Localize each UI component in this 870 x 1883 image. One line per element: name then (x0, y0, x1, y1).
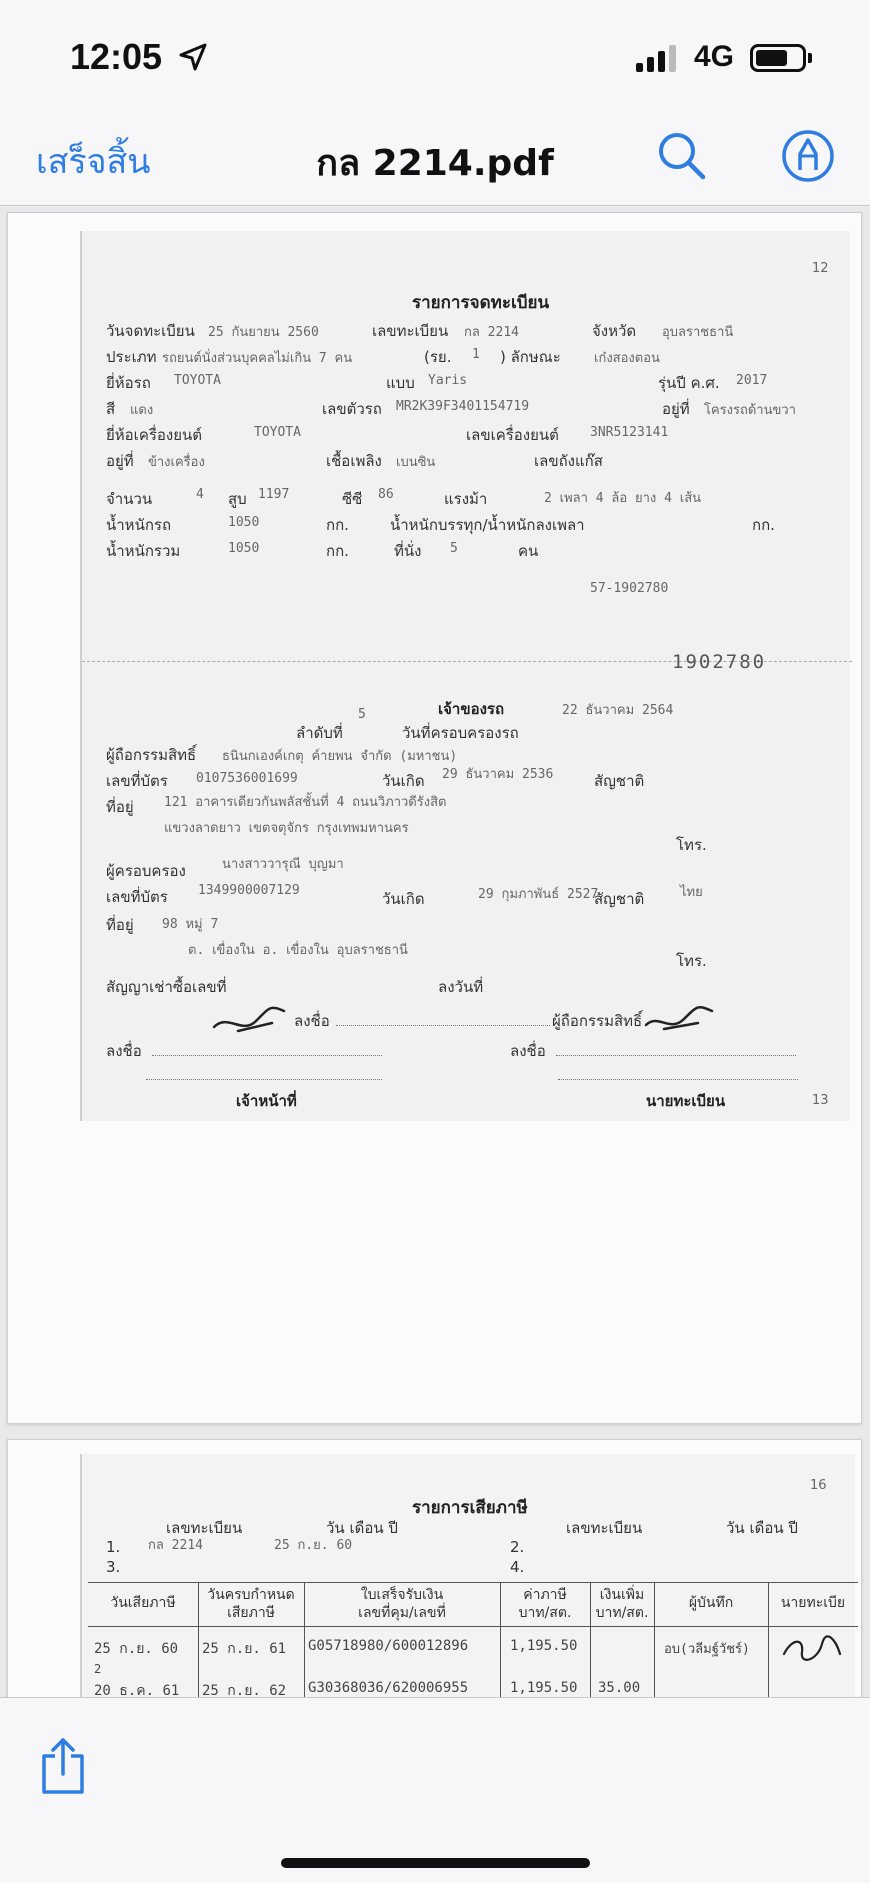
year-label: รุ่นปี ค.ศ. (658, 374, 720, 392)
owner-heading: เจ้าของรถ (438, 700, 505, 718)
possessor-name: นางสาววารุณี บุญมา (222, 857, 344, 872)
holder-birth-label: วันเกิด (382, 772, 425, 790)
model-label: แบบ (386, 374, 415, 392)
tax-header-due-date: วันครบกำหนด เสียภาษี (207, 1587, 295, 1621)
engine-cc: 1197 (258, 487, 290, 502)
possessor-nation-label: สัญชาติ (594, 890, 645, 908)
tax-row-2-paid: 20 ธ.ค. 61 (94, 1683, 180, 1697)
scanned-tax-page (80, 1454, 855, 1697)
holder-signature (640, 997, 722, 1041)
horsepower: 86 (378, 487, 394, 502)
possessor-id: 1349900007129 (198, 883, 300, 898)
tax-row-1-recorder: อบ(วลีมฐ์วัชร์) (664, 1642, 750, 1657)
markup-icon[interactable] (778, 126, 838, 190)
official-name-line (146, 1079, 382, 1080)
engine-pos: ข้างเครื่อง (148, 455, 205, 470)
type-label: ประเภท (106, 348, 157, 366)
possess-date-label: วันที่ครอบครองรถ (402, 724, 519, 742)
possessor-nation: ไทย (680, 885, 703, 900)
battery-tip (808, 53, 812, 63)
possessor-address-1: 98 หมู่ 7 (162, 917, 219, 932)
brand-label: ยี่ห้อรถ (106, 374, 151, 392)
possessor-birth: 29 กุมภาพันธ์ 2527 (478, 887, 599, 902)
engine-brand-label: ยี่ห้อเครื่องยนต์ (106, 426, 203, 444)
holder-birth: 29 ธันวาคม 2536 (442, 767, 554, 782)
province: อุบลราชธานี (662, 325, 734, 340)
reg-no: กล 2214 (464, 325, 519, 340)
char-label: ) ลักษณะ (500, 348, 561, 366)
holder-sign-label-left: ลงชื่อ (294, 1012, 330, 1030)
seq-label: ลำดับที่ (296, 724, 343, 742)
share-icon[interactable] (40, 1736, 86, 1800)
brand: TOYOTA (174, 373, 221, 388)
total-weight: 1050 (228, 541, 260, 556)
pdf-page-1 (7, 212, 862, 1424)
gas-tank-label: เลขถังแก๊ส (534, 452, 603, 470)
engine-no-label: เลขเครื่องยนต์ (466, 426, 559, 444)
tax-row1-date: 25 ก.ย. 60 (274, 1538, 353, 1553)
possessor-birth-label: วันเกิด (382, 890, 425, 908)
total-weight-kg: กก. (326, 542, 349, 560)
tax-row-2-receipt: G30368036/620006955 (308, 1680, 469, 1696)
owner-date: 22 ธันวาคม 2564 (562, 703, 674, 718)
model-year: 2017 (736, 373, 768, 388)
location-arrow-icon (178, 42, 208, 76)
tax-header-surcharge: เงินเพิ่ม บาท/สต. (595, 1587, 649, 1621)
official-sign-label: ลงชื่อ (106, 1042, 142, 1060)
registrar-sign-label: ลงชื่อ (510, 1042, 546, 1060)
cylinders: 4 (196, 487, 204, 502)
seats-label: ที่นั่ง (394, 542, 422, 560)
total-weight-label: น้ำหนักรวม (106, 542, 181, 560)
battery-icon (750, 44, 806, 72)
tax-row-2-due: 25 ก.ย. 62 (202, 1683, 287, 1697)
possessor-id-label: เลขที่บัตร (106, 888, 168, 906)
tax-row-marker: 2 (94, 1662, 102, 1676)
reference-no: 57-1902780 (590, 581, 669, 596)
tax-row-2-surcharge: 35.00 (598, 1680, 641, 1696)
pdf-viewer[interactable] (0, 207, 870, 1697)
official-sign-line (152, 1055, 382, 1056)
tax-header-recorder: ผู้บันทึก (688, 1595, 734, 1611)
cc-label: ซีซี (342, 490, 363, 508)
province-label: จังหวัด (592, 322, 637, 340)
done-button[interactable]: เสร็จสิ้น (36, 142, 151, 182)
registrar-signature (778, 1630, 848, 1666)
barcode-number: 1902780 (672, 651, 767, 673)
possessor-address-2: ต. เขื่องใน อ. เขื่องใน อุบลราชธานี (188, 943, 408, 958)
persons-label: คน (518, 542, 539, 560)
tax-col-regno-right: เลขทะเบียน (566, 1519, 643, 1537)
tax-header-registrar: นายทะเบีย (780, 1595, 846, 1611)
engine-no: 3NR5123141 (590, 425, 669, 440)
count-label: จำนวน (106, 490, 153, 508)
tax-row2-no: 2. (510, 1538, 525, 1556)
chassis-no: MR2K39F3401154719 (396, 399, 530, 414)
status-bar (0, 0, 870, 110)
payload-label: น้ำหนักบรรทุก/น้ำหนักลงเพลา (390, 516, 585, 534)
engine-pos-label: อยู่ที่ (106, 452, 134, 470)
tax-heading: รายการเสียภาษี (412, 1498, 528, 1518)
tax-header-tax: ค่าภาษี บาท/สต. (518, 1587, 572, 1621)
tax-table (88, 1582, 858, 1697)
holder-nation-label: สัญชาติ (594, 772, 645, 790)
bottom-toolbar (0, 1697, 870, 1883)
holder-address-2: แขวงลาดยาว เขตจตุจักร กรุงเทพมหานคร (164, 821, 409, 836)
page-number-top: 12 (812, 261, 829, 276)
possessor-addr-label: ที่อยู่ (106, 916, 134, 934)
ry-label: (รย. (424, 348, 452, 366)
tax-header-paid-date: วันเสียภาษี (110, 1595, 176, 1611)
tax-col-date-right: วัน เดือน ปี (726, 1519, 798, 1537)
tax-header-receipt: ใบเสร็จรับเงิน เลขที่คุม/เลขที่ (358, 1587, 446, 1621)
payload-kg: กก. (752, 516, 775, 534)
page-number-bottom: 13 (812, 1093, 829, 1108)
ry-value: 1 (472, 347, 480, 362)
network-type: 4G (694, 40, 735, 73)
tax-row3-no: 3. (106, 1558, 121, 1576)
axles: 2 เพลา 4 ล้อ ยาง 4 เส้น (544, 491, 702, 506)
holder-name: ธนินกเองค์เกตุ ค์ายพน จำกัด (มหาชน) (222, 749, 458, 764)
home-indicator[interactable] (281, 1858, 590, 1868)
tax-col-date-left: วัน เดือน ปี (326, 1519, 398, 1537)
official-title: เจ้าหน้าที่ (236, 1092, 297, 1110)
fuel-label: เชื้อเพลิง (326, 452, 382, 470)
vehicle-type: รถยนต์นั่งส่วนบุคคลไม่เกิน 7 คน (162, 351, 353, 366)
scanned-registration-page (80, 231, 850, 1121)
tax-row1-reg: กล 2214 (148, 1538, 203, 1553)
search-icon[interactable] (652, 126, 712, 190)
fuel: เบนซิน (396, 455, 436, 470)
possessor-tel-label: โทร. (676, 952, 707, 970)
official-signature (208, 997, 298, 1041)
tax-row-1-paid: 25 ก.ย. 60 (94, 1641, 179, 1657)
possessor-label: ผู้ครอบครอง (106, 862, 186, 880)
pdf-page-2 (7, 1439, 862, 1697)
reg-no-label: เลขทะเบียน (372, 322, 449, 340)
holder-id-label: เลขที่บัตร (106, 772, 168, 790)
document-title: กล 2214.pdf (316, 143, 554, 184)
holder-address-1: 121 อาคารเดียวกันพลัสชั้นที่ 4 ถนนวิภาวดีรังสิต (164, 795, 447, 810)
weight-label: น้ำหนักรถ (106, 516, 172, 534)
chassis-pos: โครงรถด้านขวา (704, 403, 796, 418)
tax-row-1-tax: 1,195.50 (510, 1638, 578, 1654)
tax-row1-no: 1. (106, 1538, 121, 1556)
vehicle-weight: 1050 (228, 515, 260, 530)
tax-page-number: 16 (810, 1478, 827, 1493)
cyl-label: สูบ (228, 490, 247, 508)
registration-heading: รายการจดทะเบียน (412, 293, 550, 313)
holder-sign-line (336, 1025, 550, 1026)
hp-label: แรงม้า (444, 490, 488, 508)
holder-addr-label: ที่อยู่ (106, 798, 134, 816)
status-time: 12:05 (70, 36, 163, 77)
reg-date: 25 กันยายน 2560 (208, 325, 319, 340)
registrar-title: นายทะเบียน (646, 1092, 726, 1110)
lease-label: สัญญาเช่าซื้อเลขที่ (106, 978, 227, 996)
holder-id: 0107536001699 (196, 771, 298, 786)
weight-kg: กก. (326, 516, 349, 534)
holder-sign-title: ผู้ถือกรรมสิทธิ์ (552, 1012, 643, 1030)
reg-date-label: วันจดทะเบียน (106, 322, 195, 340)
cellular-signal-icon (636, 44, 676, 72)
registrar-name-line (558, 1079, 798, 1080)
engine-brand: TOYOTA (254, 425, 301, 440)
tax-row4-no: 4. (510, 1558, 525, 1576)
color-label: สี (106, 400, 116, 418)
chassis-label: เลขตัวรถ (322, 400, 382, 418)
sign-date-label: ลงวันที่ (438, 978, 484, 996)
char-value: เก๋งสองตอน (594, 351, 660, 366)
holder-label: ผู้ถือกรรมสิทธิ์ (106, 746, 197, 764)
vehicle-color: แดง (130, 403, 154, 418)
holder-tel-label: โทร. (676, 836, 707, 854)
tax-row-1-due: 25 ก.ย. 61 (202, 1641, 287, 1657)
tax-row-1-receipt: G05718980/600012896 (308, 1638, 469, 1654)
seats: 5 (450, 541, 458, 556)
model: Yaris (428, 373, 468, 388)
seq-no: 5 (358, 707, 366, 722)
tax-row-2-tax: 1,195.50 (510, 1680, 578, 1696)
tax-col-regno-left: เลขทะเบียน (166, 1519, 243, 1537)
registrar-sign-line (556, 1055, 796, 1056)
nav-bar (0, 110, 870, 206)
chassis-pos-label: อยู่ที่ (662, 400, 690, 418)
